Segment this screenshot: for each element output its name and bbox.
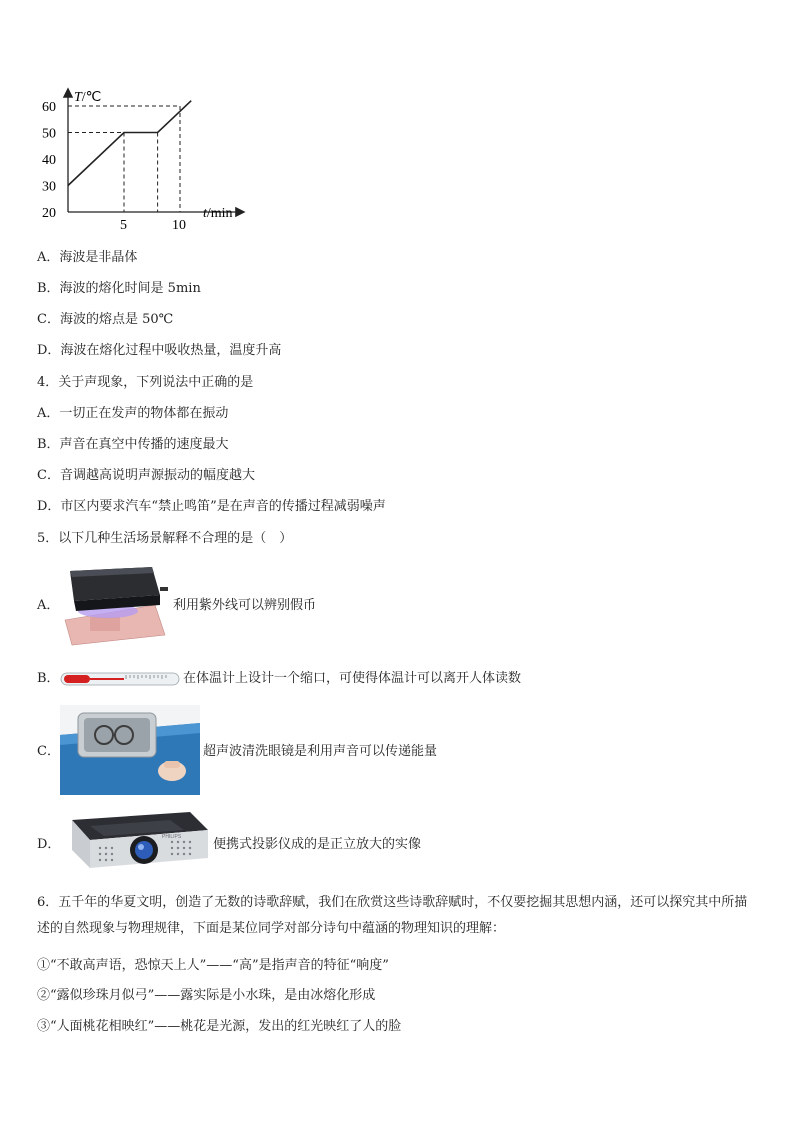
q5-caption-b: 在体温计上设计一个缩口，可使得体温计可以离开人体读数 [183,671,522,686]
y-tick-label: 60 [42,100,56,115]
q6-item-2: ②“露似珍珠月似弓”——露实际是小水珠，是由冰熔化形成 [37,988,376,1003]
q5-caption-c: 超声波清洗眼镜是利用声音可以传递能量 [203,744,438,759]
uv-detector-image [60,565,170,647]
q4-stem: 4．关于声现象，下列说法中正确的是 [37,375,254,390]
y-axis-label: T/℃ [74,90,102,105]
q5-letter-d: D． [37,837,61,852]
q6-stem: 6．五千年的华夏文明，创造了无数的诗歌辞赋，我们在欣赏这些诗歌辞赋时，不仅要挖掘其思想内涵，还可以探究其中所描述的自然现象与物理规律，下面是某位同学对部分诗句中蕴涵的物理知识的理解： [37,895,748,936]
q5-letter-a: A． [37,598,60,613]
y-tick-label: 20 [42,206,56,221]
ultrasonic-cleaner-image [60,705,200,795]
q4-option-b: B．声音在真空中传播的速度最大 [37,437,229,452]
q5-caption-a: 利用紫外线可以辨别假币 [173,598,317,613]
x-tick-label: 5 [120,218,127,233]
x-tick-label: 10 [172,218,186,233]
thermometer-image [60,671,180,687]
q4-option-a: A．一切正在发声的物体都在振动 [37,406,229,421]
projector-brand: PHILIPS [162,834,182,840]
q3-option-c: C．海波的熔点是 50℃ [37,312,174,327]
temperature-time-chart [38,84,253,234]
q6-item-1: ①“不敢高声语，恐惊天上人”——“高”是指声音的特征“响度” [37,958,389,973]
q3-option-a: A．海波是非晶体 [37,250,138,265]
series-line [68,101,191,186]
q4-option-d: D．市区内要求汽车“禁止鸣笛”是在声音的传播过程减弱噪声 [37,499,386,514]
q4-option-c: C．音调越高说明声源振动的幅度越大 [37,468,255,483]
q5-letter-b: B． [37,671,60,686]
x-axis-label: t/min [203,206,233,221]
q5-caption-d: 便携式投影仪成的是正立放大的实像 [213,837,422,852]
y-tick-label: 30 [42,179,56,195]
q6-item-3: ③“人面桃花相映红”——桃花是光源，发出的红光映红了人的脸 [37,1019,402,1034]
q5-stem: 5．以下几种生活场景解释不合理的是（ ） [37,531,293,546]
q3-option-b: B．海波的熔化时间是 5min [37,281,201,296]
q3-option-d: D．海波在熔化过程中吸收热量，温度升高 [37,343,282,358]
y-tick-label: 50 [42,126,56,142]
q5-letter-c: C． [37,744,60,759]
y-tick-label: 40 [42,153,56,168]
projector-image [60,808,210,876]
